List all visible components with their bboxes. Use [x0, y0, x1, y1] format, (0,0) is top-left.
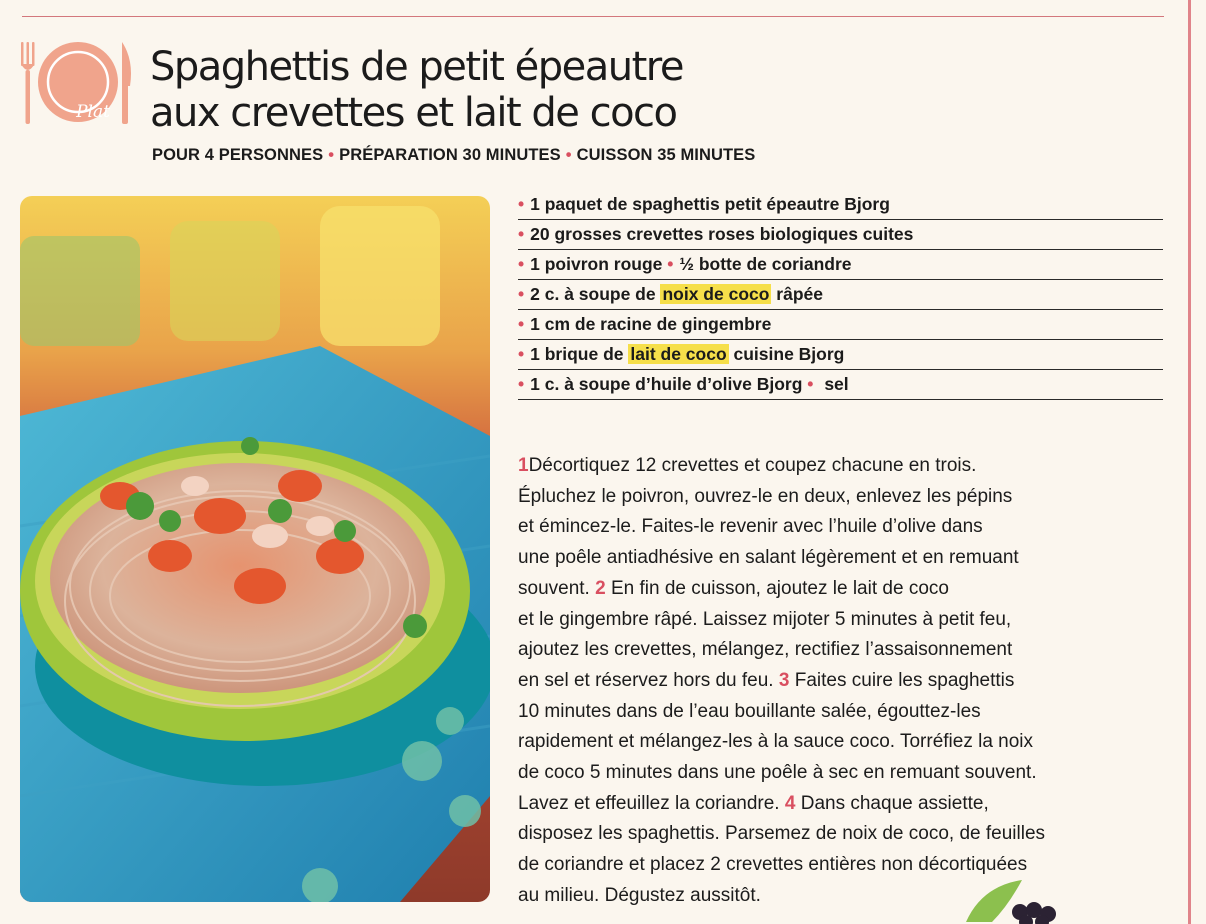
highlighted-text: lait de coco: [630, 344, 727, 364]
knife-icon: [122, 42, 131, 124]
dish-photo: [20, 196, 490, 902]
instruction-line: une poêle antiadhésive en salant légèrement et en remuant: [518, 547, 1019, 569]
instruction-line: au milieu. Dégustez aussitôt.: [518, 884, 761, 906]
instruction-line: rapidement et mélangez-les à la sauce coco. Torréfiez la noix: [518, 731, 1034, 753]
bullet-icon: •: [518, 224, 525, 244]
list-item: [518, 370, 1163, 400]
list-item: [518, 190, 1163, 220]
instruction-line: et le gingembre râpé. Laissez mijoter 5 minutes à petit feu,: [518, 608, 1012, 630]
instruction-line: de coco 5 minutes dans une poêle à sec en remuant souvent.: [518, 762, 1037, 784]
ingredient-text: sel: [824, 374, 849, 394]
title-line-1: Spaghettis de petit épeautre: [150, 44, 683, 90]
ingredient-text: 20 grosses crevettes roses biologiques cuites: [530, 224, 914, 244]
step-number: 3: [778, 669, 790, 691]
instruction-line: [518, 666, 1168, 697]
list-item: [518, 250, 1163, 280]
instruction-line: [518, 451, 1168, 482]
bullet-icon: •: [667, 254, 674, 274]
bullet-icon: •: [518, 344, 525, 364]
bullet-icon: •: [565, 146, 572, 164]
bullet-icon: •: [807, 374, 814, 394]
instruction-text: Dans chaque assiette,: [795, 792, 989, 814]
ingredient-text: ½ botte de coriandre: [679, 254, 852, 274]
list-item: [518, 220, 1163, 250]
instruction-line: et émincez-le. Faites-le revenir avec l’huile d’olive dans: [518, 516, 983, 538]
instruction-line: disposez les spaghettis. Parsemez de noix de coco, de feuilles: [518, 823, 1046, 845]
ingredient-text: 1 paquet de spaghettis petit épeautre Bjorg: [530, 194, 890, 214]
list-item: [518, 280, 1163, 310]
blackberry-decoration: [962, 876, 1082, 924]
step-number: 1: [518, 455, 529, 476]
step-number: 4: [784, 792, 796, 814]
bullet-icon: •: [328, 146, 335, 164]
instructions: [518, 451, 1168, 912]
highlighted-text: noix de coco: [662, 284, 770, 304]
ingredient-text: râpée: [771, 284, 823, 304]
instruction-line: Épluchez le poivron, ouvrez-le en deux, enlevez les pépins: [518, 485, 1013, 507]
bullet-icon: •: [518, 284, 525, 304]
right-page-edge: [1188, 0, 1191, 924]
fork-icon: [21, 42, 35, 124]
instruction-text: Faites cuire les spaghettis: [789, 669, 1015, 691]
recipe-meta: [152, 146, 755, 165]
instruction-line: de coriandre et placez 2 crevettes entières non décortiquées: [518, 854, 1028, 876]
recipe-title: [150, 44, 683, 136]
instruction-text: souvent.: [518, 577, 596, 599]
instruction-line: ajoutez les crevettes, mélangez, rectifiez l’assaisonnement: [518, 639, 1013, 661]
servings: POUR 4 PERSONNES: [152, 146, 324, 164]
ingredient-text: 1 brique de: [530, 344, 629, 364]
step-number: 2: [595, 577, 606, 599]
ingredient-text: 1 c. à soupe d’huile d’olive Bjorg: [530, 374, 803, 394]
bullet-icon: •: [518, 254, 525, 274]
bullet-icon: •: [518, 314, 525, 334]
title-line-2: aux crevettes et lait de coco: [150, 90, 677, 136]
category-badge: [18, 36, 136, 128]
bullet-icon: •: [518, 194, 525, 214]
instruction-text: Lavez et effeuillez la coriandre.: [518, 792, 785, 814]
ingredient-text: cuisine Bjorg: [728, 344, 845, 364]
instruction-text: En fin de cuisson, ajoutez le lait de coco: [605, 577, 949, 599]
ingredient-text: 1 poivron rouge: [530, 254, 663, 274]
preparation-time: PRÉPARATION 30 MINUTES: [339, 146, 561, 164]
instruction-line: [518, 574, 1168, 605]
cooking-time: CUISSON 35 MINUTES: [576, 146, 756, 164]
instruction-text: en sel et réservez hors du feu.: [518, 669, 779, 691]
bullet-icon: •: [518, 374, 525, 394]
ingredient-text: 2 c. à soupe de: [530, 284, 661, 304]
instruction-line: [518, 789, 1168, 820]
instruction-line: 10 minutes dans de l’eau bouillante salée, égouttez-les: [518, 700, 981, 722]
ingredient-list: [518, 190, 1163, 400]
list-item: [518, 340, 1163, 370]
instruction-text: Décortiquez 12 crevettes et coupez chacune en trois.: [528, 455, 977, 476]
list-item: [518, 310, 1163, 340]
badge-label: Plat: [76, 102, 110, 122]
ingredient-text: 1 cm de racine de gingembre: [530, 314, 772, 334]
top-rule: [22, 16, 1164, 17]
